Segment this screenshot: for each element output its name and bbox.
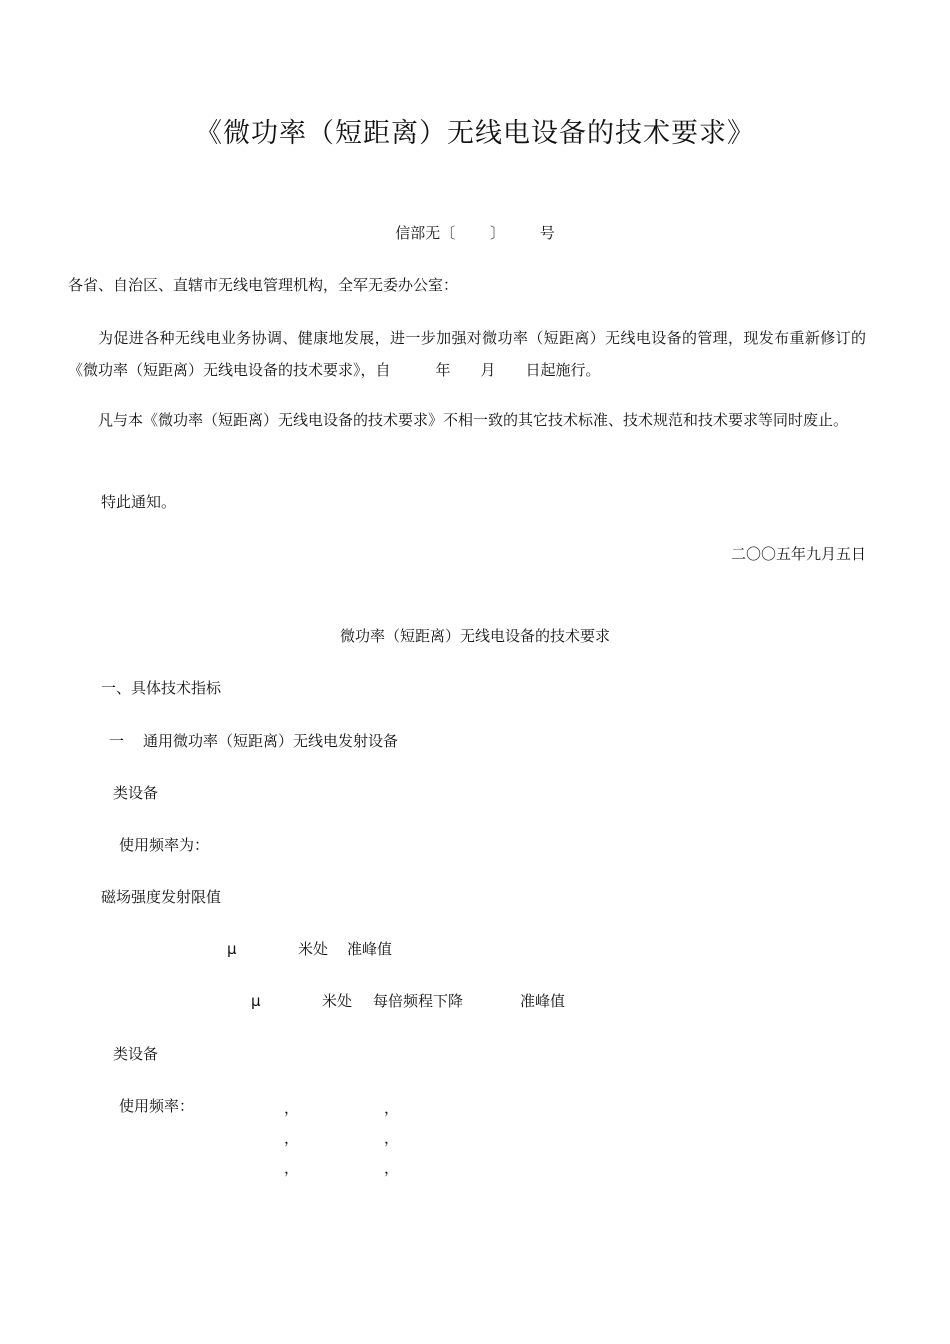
frequency-separator: ， [284,1099,300,1117]
addressee: 各省、自治区、直辖市无线电管理机构，全军无委办公室： [68,276,459,294]
frequency-separator: ， [384,1099,400,1117]
document-title: 《微功率（短距离）无线电设备的技术要求》 [195,118,755,149]
class-b-frequency: 使用频率： [119,1097,195,1115]
class-a-label: 类设备 [113,784,159,802]
limit-2-detector: 准峰值 [520,992,566,1010]
limit-1-detector: 准峰值 [347,940,393,958]
limit-2-distance: 米处 [322,992,353,1010]
limit-1-unit: μ [227,940,237,958]
issue-date: 二〇〇五年九月五日 [730,545,866,563]
class-a-frequency: 使用频率为： [119,836,210,854]
subsection-number: 一 [109,732,125,750]
section-heading: 一、具体技术指标 [101,679,222,697]
frequency-separator: ， [384,1129,400,1147]
limit-2-slope: 每倍频程下降 [373,992,464,1010]
frequency-separator: ， [284,1159,300,1177]
closing-note: 特此通知。 [101,493,177,511]
frequency-separator: ， [284,1129,300,1147]
annex-title: 微功率（短距离）无线电设备的技术要求 [339,627,610,645]
paragraph-2: 凡与本《微功率（短距离）无线电设备的技术要求》不相一致的其它技术标准、技术规范和技术要求等同时废止。 [98,411,849,429]
frequency-separator: ， [384,1159,400,1177]
class-b-label: 类设备 [113,1045,159,1063]
document-number: 信部无〔 〕 号 [395,224,555,242]
limit-1-distance: 米处 [298,940,329,958]
field-strength-limit: 磁场强度发射限值 [101,888,222,906]
paragraph-1: 为促进各种无线电业务协调、健康地发展，进一步加强对微功率（短距离）无线电设备的管理，现发布重新修订的《微功率（短距离）无线电设备的技术要求》，自 年 月 日起施行。 [68,329,866,379]
limit-2-unit: μ [251,992,261,1010]
subsection-heading: 通用微功率（短距离）无线电发射设备 [143,732,399,750]
